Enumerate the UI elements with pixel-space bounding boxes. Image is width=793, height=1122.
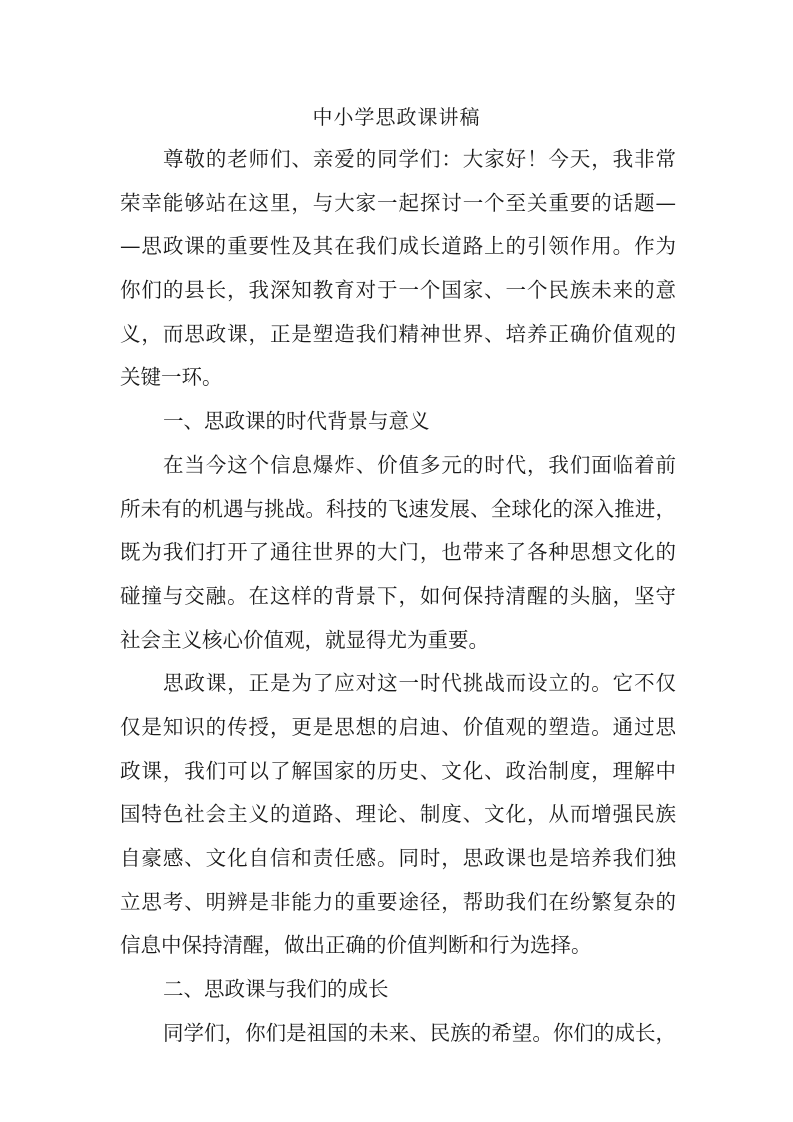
paragraph-line: 政课，我们可以了解国家的历史、文化、政治制度，理解中 bbox=[120, 758, 676, 783]
paragraph-line: 仅是知识的传授，更是思想的启迪、价值观的塑造。通过思 bbox=[120, 714, 676, 739]
paragraph-line: 在当今这个信息爆炸、价值多元的时代，我们面临着前 bbox=[163, 452, 676, 477]
paragraph-line: 你们的县长，我深知教育对于一个国家、一个民族未来的意 bbox=[120, 278, 676, 303]
paragraph-line: 立思考、明辨是非能力的重要途径，帮助我们在纷繁复杂的 bbox=[120, 889, 676, 914]
paragraph-line: 关键一环。 bbox=[120, 365, 223, 390]
section-heading: 一、思政课的时代背景与意义 bbox=[163, 409, 430, 434]
document-title: 中小学思政课讲稿 bbox=[312, 105, 481, 129]
paragraph-line: —思政课的重要性及其在我们成长道路上的引领作用。作为 bbox=[120, 234, 676, 259]
paragraph-line: 义，而思政课，正是塑造我们精神世界、培养正确价值观的 bbox=[120, 321, 676, 346]
paragraph-line: 国特色社会主义的道路、理论、制度、文化，从而增强民族 bbox=[120, 802, 676, 827]
paragraph-line: 所未有的机遇与挑战。科技的飞速发展、全球化的深入推进， bbox=[120, 496, 676, 521]
paragraph-line: 既为我们打开了通往世界的大门，也带来了各种思想文化的 bbox=[120, 540, 676, 565]
document-body bbox=[120, 138, 676, 1055]
paragraph-line: 碰撞与交融。在这样的背景下，如何保持清醒的头脑，坚守 bbox=[120, 583, 676, 608]
paragraph-line: 同学们，你们是祖国的未来、民族的希望。你们的成长， bbox=[163, 1020, 676, 1045]
section-heading: 二、思政课与我们的成长 bbox=[163, 977, 389, 1002]
paragraph-line: 信息中保持清醒，做出正确的价值判断和行为选择。 bbox=[120, 933, 592, 958]
paragraph-line: 自豪感、文化自信和责任感。同时，思政课也是培养我们独 bbox=[120, 846, 676, 870]
paragraph-line: 尊敬的老师们、亲爱的同学们：大家好！今天，我非常 bbox=[163, 147, 676, 171]
paragraph-line: 社会主义核心价值观，就显得尤为重要。 bbox=[120, 627, 489, 652]
paragraph-line: 思政课，正是为了应对这一时代挑战而设立的。它不仅 bbox=[163, 671, 676, 696]
paragraph-line: 荣幸能够站在这里，与大家一起探讨一个至关重要的话题— bbox=[120, 190, 676, 215]
